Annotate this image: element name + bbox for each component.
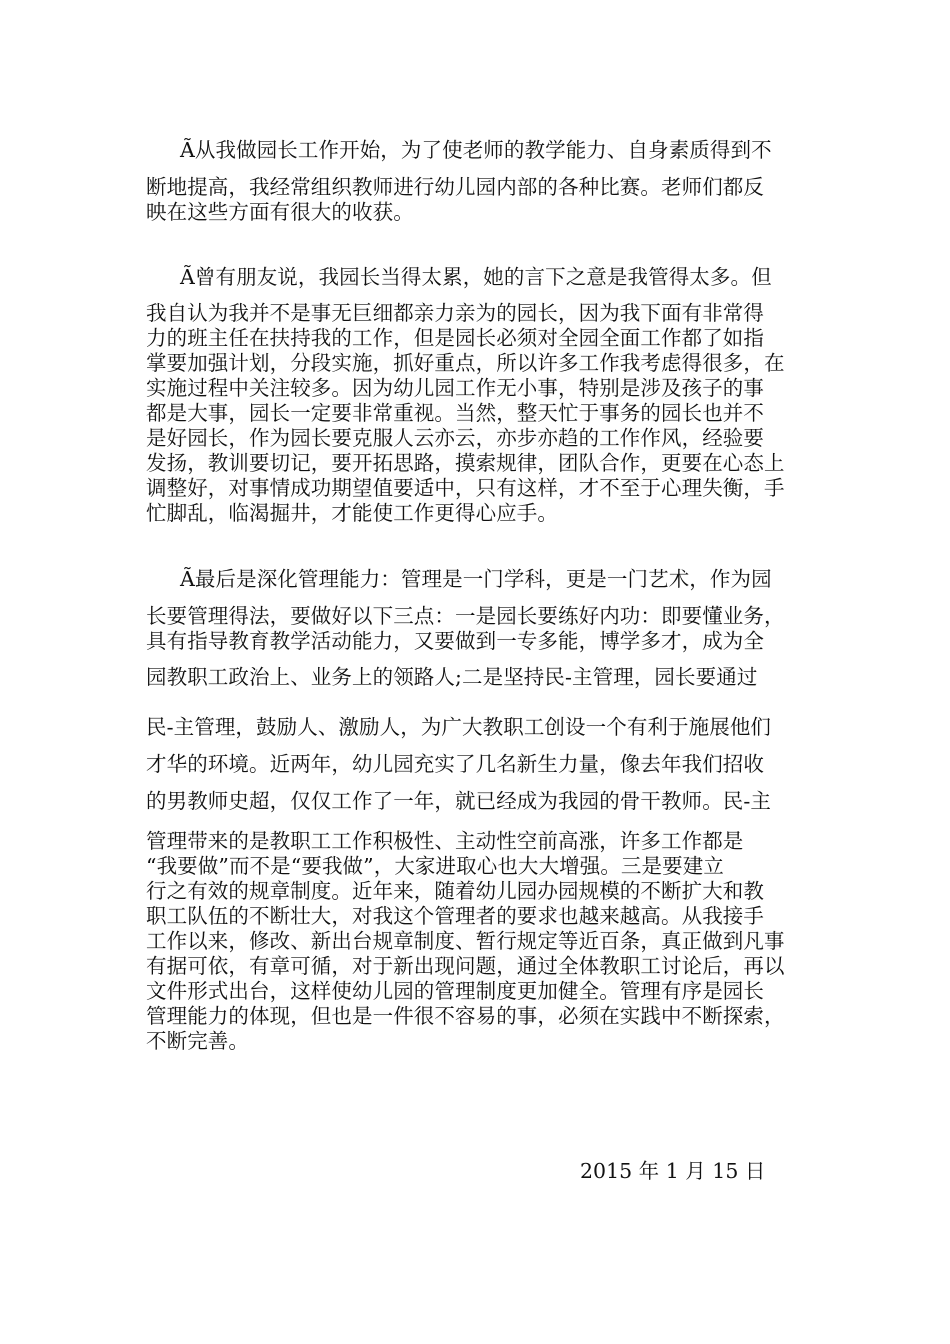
paragraph-2-line-4: 掌要加强计划，分段实施，抓好重点，所以许多工作我考虑得很多，在: [146, 351, 785, 375]
paragraph-1-line-1: Ã从我做园长工作开始，为了使老师的教学能力、自身素质得到不: [180, 138, 772, 162]
paragraph-3-line-1: Ã最后是深化管理能力：管理是一门学科，更是一门艺术，作为园: [180, 567, 772, 591]
paragraph-2-line-2: 我自认为我并不是事无巨细都亲力亲为的园长，因为我下面有非常得: [146, 301, 764, 325]
paragraph-3-line-8: 管理带来的是教职工工作积极性、主动性空前高涨，许多工作都是: [146, 829, 744, 853]
paragraph-3-line-10: 行之有效的规章制度。近年来，随着幼儿园办园规模的不断扩大和教: [146, 879, 764, 903]
paragraph-2-line-10: 忙脚乱，临渴掘井，才能使工作更得心应手。: [146, 501, 558, 525]
paragraph-2-line-9: 调整好，对事情成功期望值要适中，只有这样，才不至于心理失衡，手: [146, 476, 785, 500]
paragraph-3-line-7: 的男教师史超，仅仅工作了一年，就已经成为我园的骨干教师。民-主: [146, 789, 772, 813]
paragraph-3-line-13: 有据可依，有章可循，对于新出现问题，通过全体教职工讨论后，再以: [146, 954, 785, 978]
paragraph-3-line-9: “我要做”而不是“要我做”，大家进取心也大大增强。三是要建立: [146, 854, 724, 878]
paragraph-1-line-2: 断地提高，我经常组织教师进行幼儿园内部的各种比赛。老师们都反: [146, 175, 764, 199]
paragraph-3-line-2: 长要管理得法，要做好以下三点：一是园长要练好内功：即要懂业务，: [146, 604, 785, 628]
paragraph-3-line-14: 文件形式出台，这样使幼儿园的管理制度更加健全。管理有序是园长: [146, 979, 764, 1003]
paragraph-2-line-3: 力的班主任在扶持我的工作，但是园长必须对全园全面工作都了如指: [146, 326, 764, 350]
paragraph-3-line-4: 园教职工政治上、业务上的领路人;二是坚持民-主管理，园长要通过: [146, 665, 758, 689]
document-date: 2015 年 1 月 15 日: [580, 1159, 766, 1183]
paragraph-2-line-1: Ã曾有朋友说，我园长当得太累，她的言下之意是我管得太多。但: [180, 265, 772, 289]
paragraph-2-line-6: 都是大事，园长一定要非常重视。当然，整天忙于事务的园长也并不: [146, 401, 764, 425]
paragraph-2-line-5: 实施过程中关注较多。因为幼儿园工作无小事，特别是涉及孩子的事: [146, 376, 764, 400]
paragraph-3-line-15: 管理能力的体现，但也是一件很不容易的事，必须在实践中不断探索，: [146, 1004, 785, 1028]
paragraph-2-line-7: 是好园长，作为园长要克服人云亦云，亦步亦趋的工作作风，经验要: [146, 426, 764, 450]
paragraph-3-line-12: 工作以来，修改、新出台规章制度、暂行规定等近百条，真正做到凡事: [146, 929, 785, 953]
paragraph-3-line-16: 不断完善。: [146, 1029, 249, 1053]
paragraph-3-line-5: 民-主管理，鼓励人、激励人，为广大教职工创设一个有利于施展他们: [146, 715, 772, 739]
paragraph-3-line-3: 具有指导教育教学活动能力，又要做到一专多能，博学多才，成为全: [146, 629, 764, 653]
paragraph-3-line-11: 职工队伍的不断壮大，对我这个管理者的要求也越来越高。从我接手: [146, 904, 764, 928]
paragraph-3-line-6: 才华的环境。近两年，幼儿园充实了几名新生力量，像去年我们招收: [146, 752, 764, 776]
paragraph-2-line-8: 发扬，教训要切记，要开拓思路，摸索规律，团队合作，更要在心态上: [146, 451, 785, 475]
paragraph-1-line-3: 映在这些方面有很大的收获。: [146, 200, 414, 224]
